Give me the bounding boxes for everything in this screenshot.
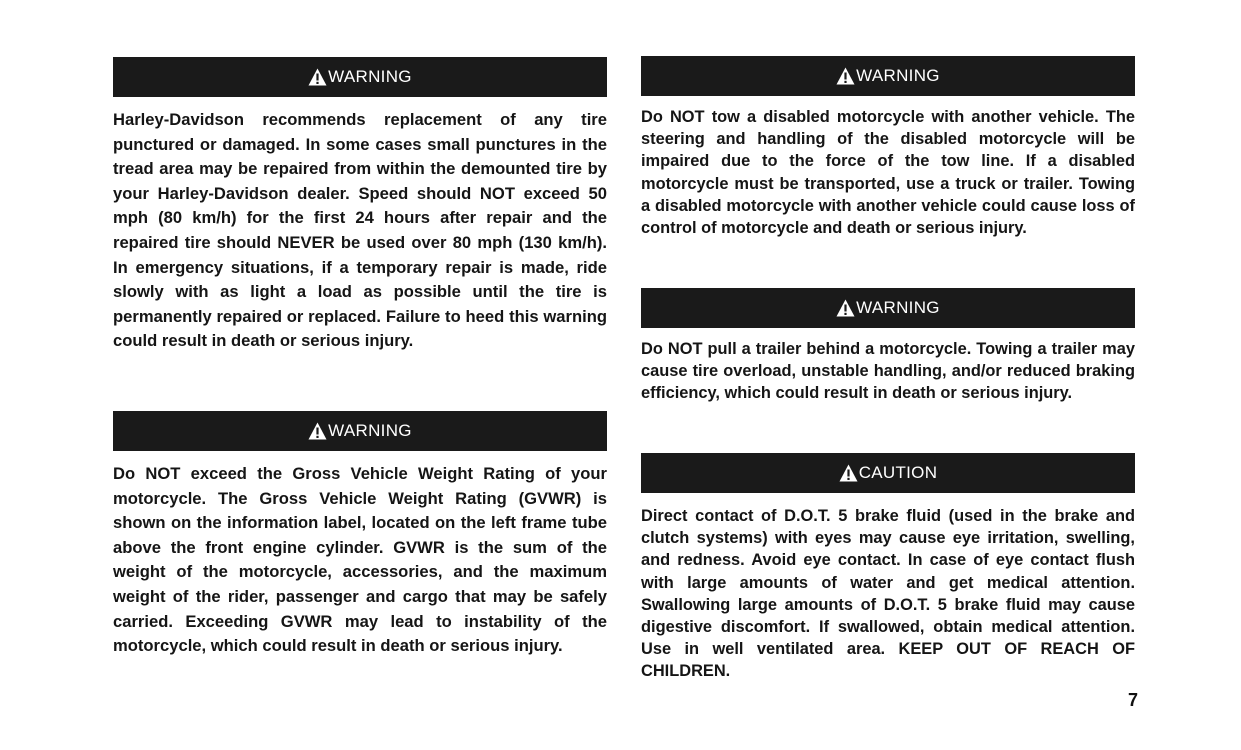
alert-triangle-icon xyxy=(836,299,855,317)
caution-banner xyxy=(641,453,1135,493)
caution-block-brake-fluid xyxy=(641,453,1135,683)
warning-banner xyxy=(113,57,607,97)
caution-text: Direct contact of D.O.T. 5 brake fluid (used in the brake and clutch systems) with eyes may cause eye irritation, swelling, and redness. Avoid eye contact. In case of eye contact flush with large amounts of water and get medical attention. Swallowing large amounts of D.O.T. 5 brake fluid may cause digestive discomfort. If swallowed, obtain medical attention. Use in well ventilated area. KEEP OUT OF REACH OF CHILDREN. xyxy=(641,507,1135,681)
warning-label: WARNING xyxy=(856,66,940,85)
warning-text: Do NOT tow a disabled motorcycle with another vehicle. The steering and handling of the disabled motorcycle will be impaired due to the force of the tow line. If a disabled motorcycle must be transported, use a truck or trailer. Towing a disabled motorcycle with another vehicle could cause loss of control of motorcycle and death or serious injury. xyxy=(641,108,1135,238)
alert-triangle-icon xyxy=(836,67,855,85)
warning-text: Do NOT exceed the Gross Vehicle Weight Rating of your motorcycle. The Gross Vehicle Weight Rating (GVWR) is shown on the information label, located on the left frame tube above the front engine cylinder. GVWR is the sum of the weight of the motorcycle, accessories, and the maximum weight of the rider, passenger and cargo that may be safely carried. Exceeding GVWR may lead to instability of the motorcycle, which could result in death or serious injury. xyxy=(113,464,607,656)
page-number: 7 xyxy=(1127,690,1138,710)
warning-label: WARNING xyxy=(328,67,412,86)
warning-label: WARNING xyxy=(328,421,412,440)
warning-label: WARNING xyxy=(856,298,940,317)
warning-banner xyxy=(641,56,1135,96)
warning-block-gvwr xyxy=(113,411,607,659)
alert-triangle-icon xyxy=(308,422,327,440)
warning-text: Harley-Davidson recommends replacement of any tire punctured or damaged. In some cases small punctures in the tread area may be repaired from within the demounted tire by your Harley-Davidson dealer. Speed should NOT exceed 50 mph (80 km/h) for the first 24 hours after repair and the repaired tire should NEVER be used over 80 mph (130 km/h). In emergency situations, if a temporary repair is made, ride slowly with as light a load as possible until the tire is permanently repaired or replaced. Failure to heed this warning could result in death or serious injury. xyxy=(113,110,607,351)
alert-triangle-icon xyxy=(839,464,858,482)
warning-block-towing xyxy=(641,56,1135,239)
warning-block-tire-repair xyxy=(113,57,607,354)
warning-block-trailer xyxy=(641,288,1135,405)
caution-label: CAUTION xyxy=(858,463,938,482)
warning-banner xyxy=(641,288,1135,328)
warning-text: Do NOT pull a trailer behind a motorcycle. Towing a trailer may cause tire overload, unstable handling, and/or reduced braking efficiency, which could result in death or serious injury. xyxy=(641,340,1135,403)
alert-triangle-icon xyxy=(308,68,327,86)
warning-banner xyxy=(113,411,607,451)
